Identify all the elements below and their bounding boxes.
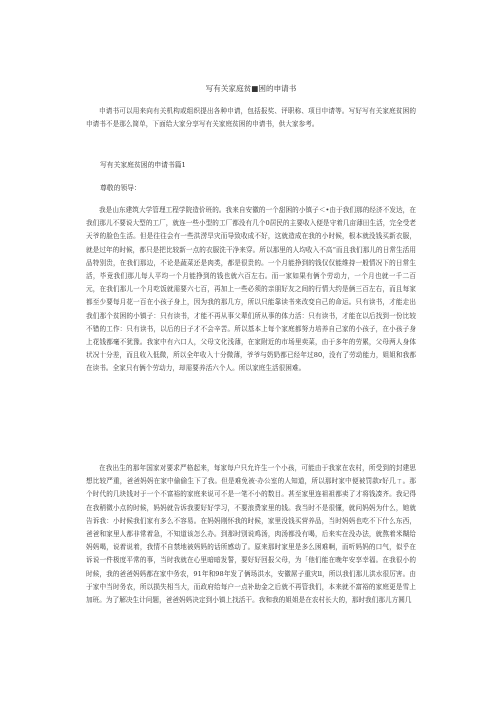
body-paragraph-1: 我是山东建筑大学管理工程学院造价班的。我来自安徽的一个甜困的小镇子＜•由于我们那的经济不发达，在我们那儿不要说大型的工厂，就连一些小型的工厂都没有几个0居民的主要收入便是守着几亩薄田生活，完全受老天爷的脸色生活。但是往往会有一些洪涝旱灾而导致收成不好，这就造成在我的小时候，根本就没钱买新衣服，就是过年的时候，都只是把比较新一点的衣服洗干净来穿。所以那里的人均收入不高“而且我们那儿的日常生活用品特别贵，在我们那边，不论是蔬菜还是肉类，都是很贵的。一个月能挣到的钱仅仅能维持一般情况下的日常生活，毕竟我们那儿每人平均一个月能挣到的钱也就六百左右。而一家如果有俩个劳动力，一个月也就一千二百元，在我们那儿一个月吃饭就需要六七百，再加上一些必须的亲朋好友之间的行情大约是俩三百左右，而且每家都至少要每月花一百在小孩子身上，因为我的那几方，所以只能靠读书来改变自己的命运。只有读书，才能走出我们那个贫困的小镇子：只有读书，才能不再从事父辈们所从事的体力活：只有读书，才能在以后找到一份比较不错的工作：只有读书，以后的日子才不会辛苦。所以基本上每个家庭都努力培养自己家的小孩子，在小孩子身上花钱都毫不犹豫。我家中有六口人，父母文化浅薄，在家附近的市场里卖菜，由于多年的劳累，父母两人身体状况十分差，而且收入低微，所以全年收入十分微薄，爷爷与奶奶都已经年过80，没有了劳动能力，姐姐和我都在读书。全家只有俩个劳动力，却需要养活六个人。所以家庭生活很困难。 xyxy=(86,206,416,373)
body-paragraph-2: 在我出生的那年国家对要求严格起来，每家每户只允许生一个小孩，可能由于我家在农村，所受到的封建思想比较严重，爸爸妈妈在家中偷偷生下了我。但是难免被·办公室的人知道，所以那时家中便被罚款r好几ㄒ。那个时代的几块钱对于一个不富裕的家庭来说可不是一笔不小的数目。甚至家里连祖祖都卖了才将钱凑齐。我记得在我稍微小点的时候，妈妈就告诉我要好好学习，不要浪费家里的钱。我当时不是很懂，就问妈妈为什么，她就告诉我：小时候我们家有多么不容易。在妈妈刚怀我的时候，家里没钱买营养品，当时妈妈也吃不下什么东西，爸爸和家里人都非常着急，不知道该怎么办。到那时别说鸡汤，肉汤都没有喝，后来实在没办法，就熬着米糊给妈妈喝，说着说着，我情不自禁地被妈妈的话所感动了。原来那时家里是多么困难啊，而听妈妈的口气，似乎在诉说一件极度平常的事，当时我就在心里暗暗发誓，要好好回报父母，为「他们能在晚年安享幸福。在我很小的时候，我的爸爸妈妈都在家中务农，91年和98年发了俩场洪水，安徽屌子重灾ll，所以我们那儿洪水很厉害。由于家中当时务农，所以损失相当大，而政府给每户一点补助金之后就不再管我们，本来就不富裕的家庭更是雪上加班。为了解决生计问题，爸爸妈妈决定到小镇上找活干。我和我的姐姐是在农村长大的，那时我们那儿方圆几 xyxy=(86,464,416,605)
document-page xyxy=(86,0,416,707)
section-heading: 写有关家庭贫困的申请书篇1 xyxy=(100,161,186,169)
intro-paragraph: 申请书可以用来向有关机构或组织提出各种申请，包括报奖、评职称、项目申请等。写好写有关家庭贫困的申请书不是那么简单，下面给大家分享写有关家庭贫困的申请书，供大家参考。 xyxy=(86,107,416,129)
document-title: 写有关家庭贫■困的申请书 xyxy=(205,84,297,93)
salutation: 尊敬的领导： xyxy=(100,184,141,192)
